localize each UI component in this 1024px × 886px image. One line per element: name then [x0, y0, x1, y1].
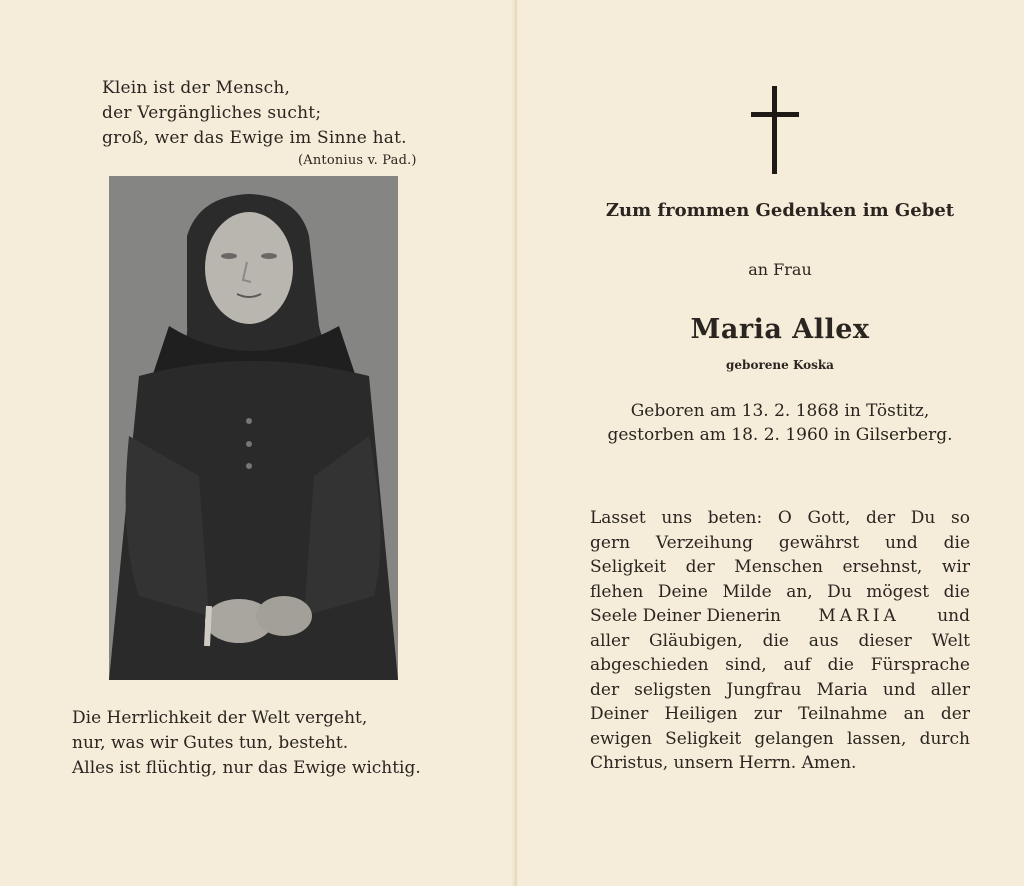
salutation: an Frau	[748, 260, 812, 279]
death-line: gestorben am 18. 2. 1960 in Gilserberg.	[607, 425, 953, 445]
prayer-line: Lasset uns beten: O Gott, der Du so	[590, 508, 970, 528]
prayer-line-part: und	[937, 606, 970, 626]
prayer-line: Seligkeit der Menschen ersehnst, wir	[590, 557, 970, 577]
motto-top	[102, 76, 452, 168]
cross-icon	[751, 86, 799, 176]
prayer-line	[590, 604, 970, 629]
motto-bottom-line: nur, was wir Gutes tun, besteht.	[72, 733, 349, 753]
prayer-line: der seligsten Jungfrau Maria und aller	[590, 679, 970, 700]
life-dates	[560, 399, 1000, 447]
prayer-line: Christus, unsern Herrn. Amen.	[590, 753, 857, 773]
prayer-line: abgeschieden sind, auf die Fürsprache	[590, 655, 970, 675]
portrait-illustration	[109, 176, 398, 680]
portrait-photo	[109, 176, 398, 680]
prayer-line: ewigen Seligkeit gelangen lassen, durch	[590, 728, 970, 749]
prayer-line: gern Verzeihung gewährst und die	[590, 532, 970, 553]
motto-top-line: groß, wer das Ewige im Sinne hat.	[102, 128, 407, 148]
motto-attribution: (Antonius v. Pad.)	[298, 153, 417, 168]
prayer-line: flehen Deine Milde an, Du mögest die	[590, 581, 970, 602]
motto-bottom-line: Alles ist flüchtig, nur das Ewige wichtig.	[72, 758, 421, 778]
birth-line: Geboren am 13. 2. 1868 in Töstitz,	[630, 401, 930, 421]
motto-top-line: der Vergängliches sucht;	[102, 103, 322, 123]
motto-top-line: Klein ist der Mensch,	[102, 78, 291, 98]
prayer-line: Deiner Heiligen zur Teilnahme an der	[590, 704, 970, 724]
prayer-line-part: Seele Deiner Dienerin	[590, 606, 781, 626]
memorial-heading: Zum frommen Gedenken im Gebet	[605, 200, 955, 221]
prayer-name-emphasis: MARIA	[818, 606, 900, 626]
prayer-line: aller Gläubigen, die aus dieser Welt	[590, 630, 970, 651]
motto-bottom	[72, 706, 492, 781]
maiden-name: geborene Koska	[726, 358, 834, 372]
motto-bottom-line: Die Herrlichkeit der Welt vergeht,	[72, 708, 368, 728]
deceased-name: Maria Allex	[690, 314, 870, 345]
prayer-text	[590, 506, 970, 776]
